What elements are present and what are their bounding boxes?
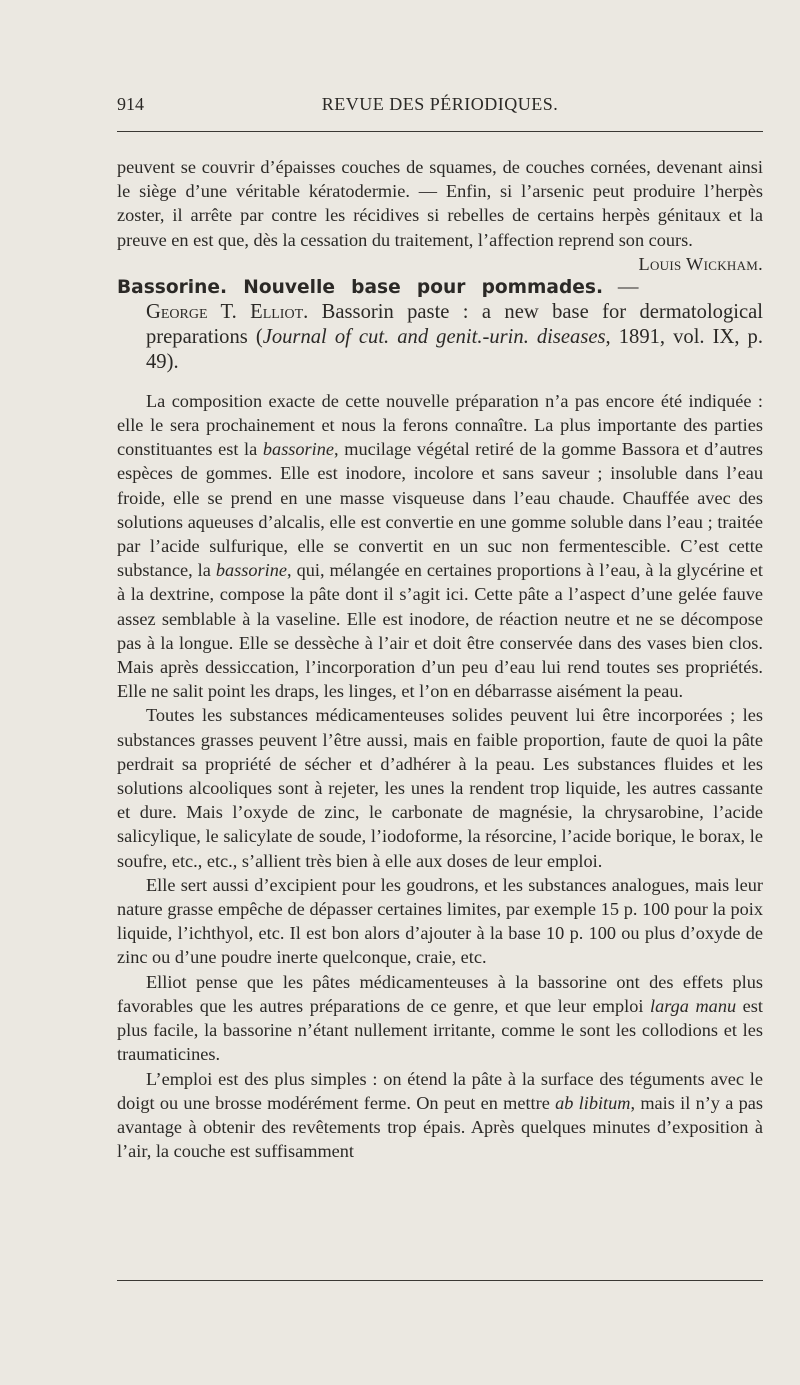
- footer-rule: [117, 1280, 763, 1281]
- previous-article-end: [117, 155, 763, 274]
- running-title: REVUE DES PÉRIODIQUES.: [321, 94, 559, 114]
- paragraph-text: , mais il n’y a pas avantage à obtenir des revêtements trop épais. Après quelques minutes d’exposition à l’air, la couche est suffisamment: [117, 1092, 763, 1162]
- paragraph-1: [117, 389, 763, 704]
- page-number: 914: [117, 94, 144, 114]
- article-source: Bassorin paste : a new base for dermatological preparations (: [146, 300, 763, 348]
- header-rule: [117, 131, 763, 132]
- paragraph-text: Elliot pense que les pâtes médicamenteuses à la bassorine ont des effets plus favorables que les autres préparations de ce genre, et que leur emploi: [117, 971, 763, 1016]
- article-title: Bassorine. Nouvelle base pour pommades.: [117, 276, 604, 298]
- author-signature: Louis Wickham.: [638, 253, 763, 274]
- page-header: [117, 94, 763, 120]
- paragraph-2: [117, 703, 763, 872]
- body-text: [117, 155, 763, 1163]
- paragraph-5: [117, 1067, 763, 1164]
- emphasis-term: bassorine: [262, 439, 335, 460]
- emphasis-term: bassorine: [215, 560, 287, 581]
- paragraph-text: , mucilage végétal retiré de la gomme Bassora et d’autres espèces de gommes. Elle est inodore, incolore et sans saveur ; insoluble dans l’eau froide, elle se prend en une masse visqueuse dans l’eau chaude. Chauffée avec des solutions aqueuses d’alcalis, elle est convertie en une gomme soluble dans l’eau ; traitée par l’acide sulfurique, elle se convertit en un suc non fermentescible. C’est cette substance, la: [117, 439, 763, 581]
- heading-dash: —: [603, 275, 639, 298]
- article-citation: , 1891, vol. IX, p. 49).: [146, 325, 763, 373]
- paragraph-text: La composition exacte de cette nouvelle préparation n’a pas encore été indiquée : elle le sera prochainement et nous la ferons connaître. La plus importante des parties constituantes est la: [117, 390, 763, 460]
- paragraph-text: L’emploi est des plus simples : on étend la pâte à la surface des téguments avec le doigt ou une brosse modérément ferme. On peut en mettre: [117, 1068, 763, 1113]
- paragraph-text: est plus facile, la bassorine n’étant nullement irritante, comme le sont les collodions et les traumaticines.: [117, 995, 763, 1065]
- paragraph-text: Toutes les substances médicamenteuses solides peuvent lui être incorporées ; les substances grasses peuvent l’être aussi, mais en faible proportion, faute de quoi la pâte perdrait sa propriété de sécher et d’adhérer à la peau. Les substances fluides et les solutions alcooliques sont à rejeter, les unes la rendent trop liquide, les autres cassante et dure. Mais l’oxyde de zinc, le carbonate de magnésie, la chrysarobine, l’acide salicylique, le salicylate de soude, l’iodoforme, la résorcine, l’acide borique, le borax, le soufre, etc., etc., s’allient très bien à elle aux doses de leur emploi.: [117, 705, 763, 871]
- emphasis-term: larga manu: [649, 995, 737, 1016]
- previous-article-text: peuvent se couvrir d’épaisses couches de squames, de couches cornées, devenant ainsi le siège d’une véritable kératodermie. — Enfin, si l’arsenic peut produire l’herpès zoster, il arrête par contre les récidives si rebelles de certains herpès génitaux et la preuve en est que, dès la cessation du traitement, l’affection reprend son cours.: [117, 157, 763, 250]
- journal-name: Journal of cut. and genit.-urin. diseases: [262, 325, 606, 348]
- article-heading: [117, 275, 763, 375]
- paragraph-text: , qui, mélangée en certaines proportions à l’eau, à la glycérine et à la dextrine, compose la pâte dont il s’agit ici. Cette pâte a l’aspect d’une gelée fauve assez semblable à la vaseline. Elle est inodore, de réaction neutre et ne se décompose pas à la longue. Elle se dessèche à l’air et doit être conservée dans des vases bien clos. Mais après dessiccation, l’incorporation d’un peu d’eau lui rend toutes ses propriétés. Elle ne salit point les draps, les linges, et l’on en débarrasse aisément la peau.: [117, 560, 764, 702]
- paragraph-3: [117, 873, 763, 970]
- article-author: George T. Elliot.: [146, 300, 309, 323]
- emphasis-term: ab libitum: [555, 1092, 631, 1113]
- paragraph-text: Elle sert aussi d’excipient pour les goudrons, et les substances analogues, mais leur nature grasse empêche de dépasser certaines limites, par exemple 15 p. 100 pour la poix liquide, l’ichthyol, etc. Il est bon alors d’ajouter à la base 10 p. 100 ou plus d’oxyde de zinc ou d’une poudre inerte quelconque, craie, etc.: [117, 874, 763, 968]
- paragraph-4: [117, 970, 763, 1067]
